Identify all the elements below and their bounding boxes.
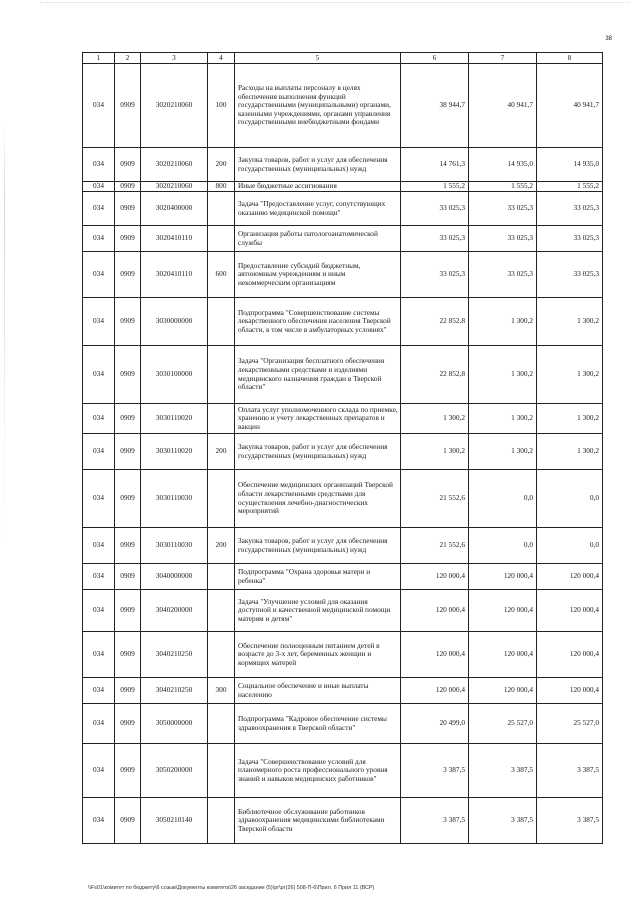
cell-section-code: 0909 <box>115 298 141 346</box>
cell-expense-type <box>208 404 235 434</box>
cell-amount-year2: 33 025,3 <box>469 252 537 298</box>
cell-amount-year1: 14 761,3 <box>401 148 469 182</box>
cell-description: Подпрограмма "Кадровое обеспечение системы здравоохранения в Тверской области" <box>235 704 401 744</box>
budget-table <box>82 52 603 844</box>
cell-expense-type: 100 <box>208 64 235 148</box>
header-cell: 8 <box>537 53 603 64</box>
cell-target-code: 3020400000 <box>141 192 208 226</box>
cell-amount-year3: 33 025,3 <box>537 192 603 226</box>
cell-amount-year3: 40 941,7 <box>537 64 603 148</box>
cell-description: Предоставление субсидий бюджетным, автономным учреждениям и иным некоммерческим организациям <box>235 252 401 298</box>
cell-expense-type <box>208 564 235 590</box>
cell-section-code: 0909 <box>115 632 141 678</box>
header-cell: 3 <box>141 53 208 64</box>
cell-amount-year3: 1 300,2 <box>537 434 603 470</box>
cell-amount-year2: 1 300,2 <box>469 298 537 346</box>
cell-ministry-code: 034 <box>83 744 115 798</box>
cell-amount-year1: 1 555,2 <box>401 182 469 192</box>
header-cell: 6 <box>401 53 469 64</box>
cell-amount-year1: 1 300,2 <box>401 434 469 470</box>
table-row <box>83 64 603 148</box>
cell-ministry-code: 034 <box>83 182 115 192</box>
table-row <box>83 298 603 346</box>
cell-description: Задача "Организация бесплатного обеспечения лекарственными средствами и изделиями медицинского назначения граждан в Тверской области" <box>235 346 401 404</box>
cell-ministry-code: 034 <box>83 298 115 346</box>
cell-amount-year3: 120 000,4 <box>537 632 603 678</box>
cell-description: Задача "Улучшение условий для оказания доступной и качественной медицинской помощи матерям и детям" <box>235 590 401 632</box>
cell-description: Закупка товаров, работ и услуг для обеспечения государственных (муниципальных) нужд <box>235 528 401 564</box>
cell-description: Оплата услуг уполномоченного склада по приемке, хранению и учету лекарственных препаратов и вакцин <box>235 404 401 434</box>
table-row <box>83 704 603 744</box>
table-row <box>83 182 603 192</box>
table-row <box>83 226 603 252</box>
table-row <box>83 404 603 434</box>
cell-expense-type <box>208 226 235 252</box>
cell-ministry-code: 034 <box>83 252 115 298</box>
cell-description: Обеспечение полноценным питанием детей в возрасте до 3-х лет, беременных женщин и кормящих матерей <box>235 632 401 678</box>
cell-amount-year2: 0,0 <box>469 528 537 564</box>
cell-target-code: 3040000000 <box>141 564 208 590</box>
cell-description: Закупка товаров, работ и услуг для обеспечения государственных (муниципальных) нужд <box>235 148 401 182</box>
cell-amount-year2: 120 000,4 <box>469 564 537 590</box>
table-row <box>83 744 603 798</box>
cell-ministry-code: 034 <box>83 632 115 678</box>
cell-section-code: 0909 <box>115 192 141 226</box>
table-row <box>83 798 603 844</box>
cell-section-code: 0909 <box>115 678 141 704</box>
cell-amount-year2: 33 025,3 <box>469 226 537 252</box>
cell-expense-type <box>208 192 235 226</box>
cell-amount-year2: 120 000,4 <box>469 632 537 678</box>
cell-expense-type <box>208 298 235 346</box>
cell-amount-year3: 0,0 <box>537 470 603 528</box>
table-row <box>83 470 603 528</box>
cell-amount-year2: 14 935,0 <box>469 148 537 182</box>
header-cell: 4 <box>208 53 235 64</box>
cell-amount-year3: 25 527,0 <box>537 704 603 744</box>
cell-amount-year1: 33 025,3 <box>401 192 469 226</box>
cell-amount-year3: 1 300,2 <box>537 346 603 404</box>
cell-expense-type <box>208 470 235 528</box>
file-path-footer: \\Fs01\комитет по бюджету\6 созыв\Документы комитета\26 заседание (5)\рг\рг(26) 508-П-6\Прил. 6 Прил 11 (ВСР) <box>88 885 375 891</box>
cell-amount-year3: 0,0 <box>537 528 603 564</box>
cell-ministry-code: 034 <box>83 148 115 182</box>
cell-amount-year3: 1 555,2 <box>537 182 603 192</box>
header-cell: 1 <box>83 53 115 64</box>
cell-section-code: 0909 <box>115 346 141 404</box>
cell-section-code: 0909 <box>115 744 141 798</box>
cell-ministry-code: 034 <box>83 798 115 844</box>
cell-target-code: 3030110020 <box>141 434 208 470</box>
cell-description: Подпрограмма "Охрана здоровья матери и ребенка" <box>235 564 401 590</box>
cell-amount-year3: 14 935,0 <box>537 148 603 182</box>
cell-amount-year2: 40 941,7 <box>469 64 537 148</box>
cell-amount-year1: 38 944,7 <box>401 64 469 148</box>
cell-expense-type <box>208 590 235 632</box>
cell-section-code: 0909 <box>115 564 141 590</box>
cell-ministry-code: 034 <box>83 64 115 148</box>
cell-section-code: 0909 <box>115 470 141 528</box>
cell-amount-year3: 33 025,3 <box>537 226 603 252</box>
cell-amount-year2: 1 300,2 <box>469 346 537 404</box>
cell-ministry-code: 034 <box>83 678 115 704</box>
table-body <box>83 64 603 844</box>
cell-expense-type: 600 <box>208 252 235 298</box>
cell-amount-year3: 1 300,2 <box>537 298 603 346</box>
cell-ministry-code: 034 <box>83 704 115 744</box>
cell-section-code: 0909 <box>115 434 141 470</box>
cell-description: Иные бюджетные ассигнования <box>235 182 401 192</box>
table-row <box>83 528 603 564</box>
cell-target-code: 3020410110 <box>141 252 208 298</box>
cell-amount-year3: 120 000,4 <box>537 678 603 704</box>
cell-amount-year3: 120 000,4 <box>537 564 603 590</box>
cell-ministry-code: 034 <box>83 346 115 404</box>
cell-amount-year2: 25 527,0 <box>469 704 537 744</box>
cell-target-code: 3050200000 <box>141 744 208 798</box>
cell-section-code: 0909 <box>115 704 141 744</box>
cell-amount-year1: 120 000,4 <box>401 678 469 704</box>
header-row <box>83 53 603 64</box>
cell-description: Задача "Предоставление услуг, сопутствующих оказанию медицинской помощи" <box>235 192 401 226</box>
table-row <box>83 632 603 678</box>
cell-ministry-code: 034 <box>83 590 115 632</box>
cell-ministry-code: 034 <box>83 470 115 528</box>
table-row <box>83 148 603 182</box>
cell-amount-year2: 3 387,5 <box>469 744 537 798</box>
page-number: 38 <box>605 36 612 42</box>
cell-expense-type: 800 <box>208 182 235 192</box>
cell-section-code: 0909 <box>115 182 141 192</box>
header-cell: 2 <box>115 53 141 64</box>
cell-amount-year1: 3 387,5 <box>401 798 469 844</box>
table-row <box>83 346 603 404</box>
cell-amount-year3: 120 000,4 <box>537 590 603 632</box>
cell-amount-year2: 1 555,2 <box>469 182 537 192</box>
scan-artifact-left <box>4 120 5 540</box>
cell-target-code: 3020210060 <box>141 64 208 148</box>
cell-amount-year2: 0,0 <box>469 470 537 528</box>
table-row <box>83 252 603 298</box>
cell-amount-year2: 1 300,2 <box>469 404 537 434</box>
cell-amount-year1: 22 852,8 <box>401 298 469 346</box>
cell-amount-year3: 1 300,2 <box>537 404 603 434</box>
scan-artifact-top <box>40 2 630 6</box>
cell-ministry-code: 034 <box>83 192 115 226</box>
cell-amount-year1: 120 000,4 <box>401 590 469 632</box>
table-row <box>83 564 603 590</box>
cell-target-code: 3020210060 <box>141 148 208 182</box>
cell-description: Задача "Совершенствование условий для планомерного роста профессионального уровня знаний и навыков медицинских работников" <box>235 744 401 798</box>
cell-expense-type <box>208 704 235 744</box>
cell-section-code: 0909 <box>115 148 141 182</box>
cell-expense-type: 200 <box>208 148 235 182</box>
cell-target-code: 3020210060 <box>141 182 208 192</box>
header-cell: 7 <box>469 53 537 64</box>
table-row <box>83 192 603 226</box>
cell-section-code: 0909 <box>115 798 141 844</box>
cell-expense-type: 200 <box>208 528 235 564</box>
cell-amount-year2: 3 387,5 <box>469 798 537 844</box>
cell-description: Библиотечное обслуживание работников здравоохранения медицинскими библиотеками Тверской области <box>235 798 401 844</box>
cell-ministry-code: 034 <box>83 434 115 470</box>
table-row <box>83 590 603 632</box>
cell-target-code: 3020410110 <box>141 226 208 252</box>
cell-target-code: 3030000000 <box>141 298 208 346</box>
cell-amount-year3: 3 387,5 <box>537 798 603 844</box>
cell-description: Социальное обеспечение и иные выплаты населению <box>235 678 401 704</box>
cell-section-code: 0909 <box>115 226 141 252</box>
cell-expense-type <box>208 744 235 798</box>
cell-ministry-code: 034 <box>83 564 115 590</box>
cell-target-code: 3050210140 <box>141 798 208 844</box>
cell-ministry-code: 034 <box>83 226 115 252</box>
cell-section-code: 0909 <box>115 252 141 298</box>
cell-amount-year1: 21 552,6 <box>401 470 469 528</box>
cell-ministry-code: 034 <box>83 528 115 564</box>
cell-expense-type: 200 <box>208 434 235 470</box>
cell-amount-year1: 1 300,2 <box>401 404 469 434</box>
cell-target-code: 3040200000 <box>141 590 208 632</box>
cell-amount-year2: 120 000,4 <box>469 590 537 632</box>
cell-expense-type <box>208 632 235 678</box>
cell-amount-year1: 22 852,8 <box>401 346 469 404</box>
cell-expense-type: 300 <box>208 678 235 704</box>
cell-target-code: 3030110020 <box>141 404 208 434</box>
cell-expense-type <box>208 798 235 844</box>
table-row <box>83 678 603 704</box>
cell-amount-year1: 120 000,4 <box>401 564 469 590</box>
cell-target-code: 3030100000 <box>141 346 208 404</box>
cell-target-code: 3050000000 <box>141 704 208 744</box>
cell-amount-year2: 1 300,2 <box>469 434 537 470</box>
cell-target-code: 3040210250 <box>141 678 208 704</box>
cell-section-code: 0909 <box>115 528 141 564</box>
cell-description: Закупка товаров, работ и услуг для обеспечения государственных (муниципальных) нужд <box>235 434 401 470</box>
cell-section-code: 0909 <box>115 64 141 148</box>
cell-amount-year3: 33 025,3 <box>537 252 603 298</box>
cell-section-code: 0909 <box>115 404 141 434</box>
cell-amount-year1: 33 025,3 <box>401 252 469 298</box>
cell-description: Подпрограмма "Совершенствование системы лекарственного обеспечения населения Тверской области, в том числе в амбулаторных условиях" <box>235 298 401 346</box>
header-cell: 5 <box>235 53 401 64</box>
cell-description: Организация работы патологоанатомической службы <box>235 226 401 252</box>
cell-target-code: 3030110030 <box>141 470 208 528</box>
cell-amount-year2: 33 025,3 <box>469 192 537 226</box>
cell-target-code: 3030110030 <box>141 528 208 564</box>
cell-amount-year2: 120 000,4 <box>469 678 537 704</box>
cell-amount-year1: 21 552,6 <box>401 528 469 564</box>
cell-target-code: 3040210250 <box>141 632 208 678</box>
cell-amount-year1: 3 387,5 <box>401 744 469 798</box>
cell-description: Расходы на выплаты персоналу в целях обеспечения выполнения функций государственными (муниципальными) органами, казенными учреждениями, органами управления государственными внебюджетными фондами <box>235 64 401 148</box>
cell-expense-type <box>208 346 235 404</box>
cell-amount-year1: 20 499,0 <box>401 704 469 744</box>
cell-ministry-code: 034 <box>83 404 115 434</box>
table-row <box>83 434 603 470</box>
cell-section-code: 0909 <box>115 590 141 632</box>
cell-amount-year1: 33 025,3 <box>401 226 469 252</box>
cell-description: Обеспечение медицинских организаций Тверской области лекарственными средствами для осуществления лечебно-диагностических мероприятий <box>235 470 401 528</box>
cell-amount-year1: 120 000,4 <box>401 632 469 678</box>
cell-amount-year3: 3 387,5 <box>537 744 603 798</box>
